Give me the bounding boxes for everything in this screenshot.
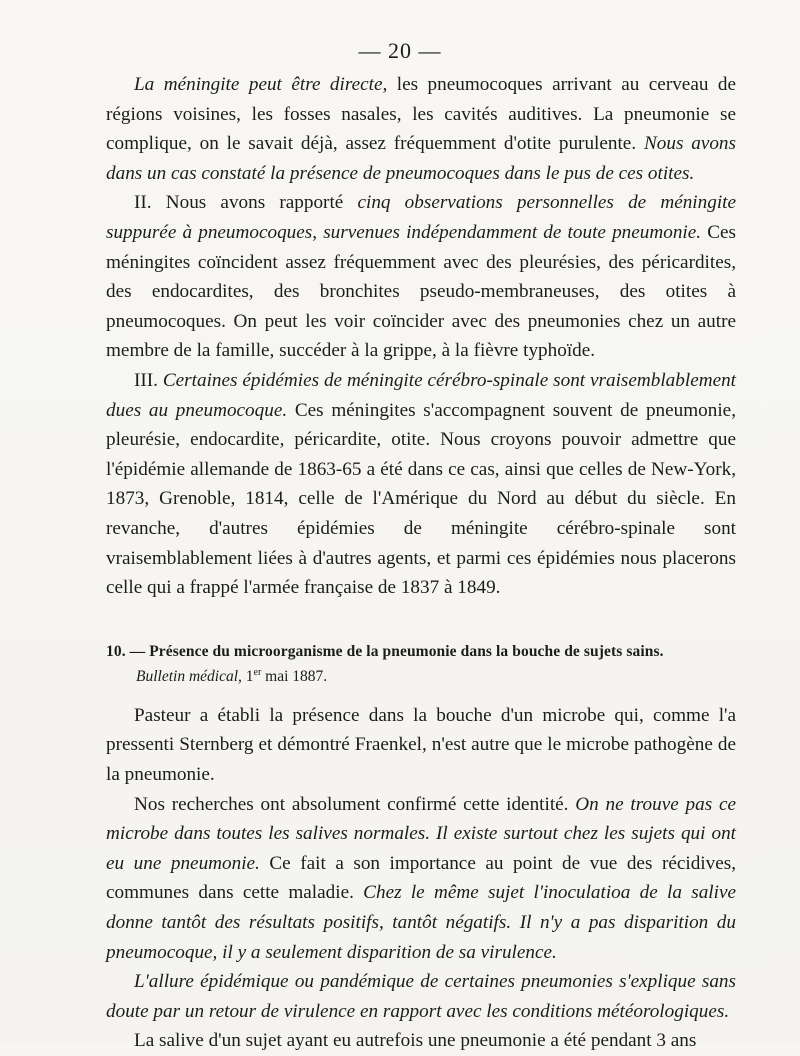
paragraph-lead: III. (134, 369, 163, 391)
paragraph-pasteur (106, 701, 736, 790)
source-day-suffix: er (253, 666, 262, 678)
paragraph-lead: II. Nous avons rapporté (134, 192, 358, 214)
page-number: — 20 — (358, 38, 442, 63)
italic-phrase: Certaines épidémies de méningite cérébro-spinale sont vraisemblablement dues au pneumocoque. (106, 369, 737, 421)
section-source (106, 663, 736, 687)
paragraph-salive (106, 1026, 736, 1056)
page-body (106, 70, 736, 1056)
paragraph-text: les pneumocoques arrivant au cerveau de régions voisines, les fosses nasales, les cavités auditives. La pneumonie se complique, on le savait déjà, assez fréquemment d'otite purulente. (106, 74, 737, 155)
paragraph-text: Ces méningites s'accompagnent souvent de pneumonie, pleurésie, endocardite, péricardite, otite. Nous croyons pouvoir admettre que l'épidémie allemande de 1863-65 a été dans ce cas, ainsi que celles de New-York, 1873, Grenoble, 1814, celle de l'Amérique du Nord au début du siècle. En revanche, d'autres épidémies de méningite cérébro-spinale sont vraisemblablement liées à d'autres agents, et parmi ces épidémies nous placerons celle qui a frappé l'armée française de 1837 à 1849. (106, 399, 736, 599)
paragraph-text: Ces méningites coïncident assez fréquemment avec des pleurésies, des péricardites, des endocardites, des bronchites pseudo-membraneuses, des otites à pneumocoques. On peut les voir coïncider avec des pneumonies chez un autre membre de la famille, succéder à la grippe, à la fièvre typhoïde. (106, 221, 736, 362)
paragraph-text: Pasteur a établi la présence dans la bouche d'un microbe qui, comme l'a pressenti Sternberg et démontré Fraenkel, n'est autre que le microbe pathogène de la pneumonie. (106, 704, 736, 786)
paragraph-text: La salive d'un sujet ayant eu autrefois une pneumonie a été pendant 3 ans (134, 1030, 697, 1052)
paragraph-iii (106, 366, 736, 603)
italic-phrase: On ne trouve pas ce microbe dans toutes les salives normales. Il existe surtout chez les sujets qui ont eu une pneumonie. (106, 793, 737, 874)
italic-phrase: Nous avons dans un cas constaté la présence de pneumocoques dans le pus de ces otites. (106, 133, 736, 184)
paragraph-meningite-directe (106, 70, 736, 188)
italic-phrase: Chez le même sujet l'inoculatioa de la salive donne tantôt des résultats positifs, tantôt négatifs. Il n'y a pas disparition du pneumocoque, il y a seulement disparition de sa virulence. (106, 882, 736, 963)
paragraph-ii (106, 188, 736, 366)
paragraph-allure (106, 967, 736, 1026)
paragraph-recherches (106, 790, 736, 968)
italic-phrase: cinq observations personnelles de méningite suppurée à pneumocoques, survenues indépendamment de toute pneumonie. (106, 192, 737, 243)
paragraph-text: Ce fait a son importance au point de vue des récidives, communes dans cette maladie. (106, 852, 736, 904)
source-date: mai 1887. (261, 667, 328, 685)
italic-phrase: L'allure épidémique ou pandémique de certaines pneumonies s'explique sans doute par un retour de virulence en rapport avec les conditions météorologiques. (106, 971, 736, 1022)
source-journal: Bulletin médical, (136, 667, 242, 685)
paragraph-text: Nos recherches ont absolument confirmé cette identité. (134, 793, 576, 815)
section-title: 10. — Présence du microorganisme de la pneumonie dans la bouche de sujets sains. (106, 642, 664, 660)
source-day: 1 (241, 667, 254, 685)
italic-phrase: La méningite peut être directe, (134, 74, 388, 95)
section-10 (106, 641, 736, 1056)
